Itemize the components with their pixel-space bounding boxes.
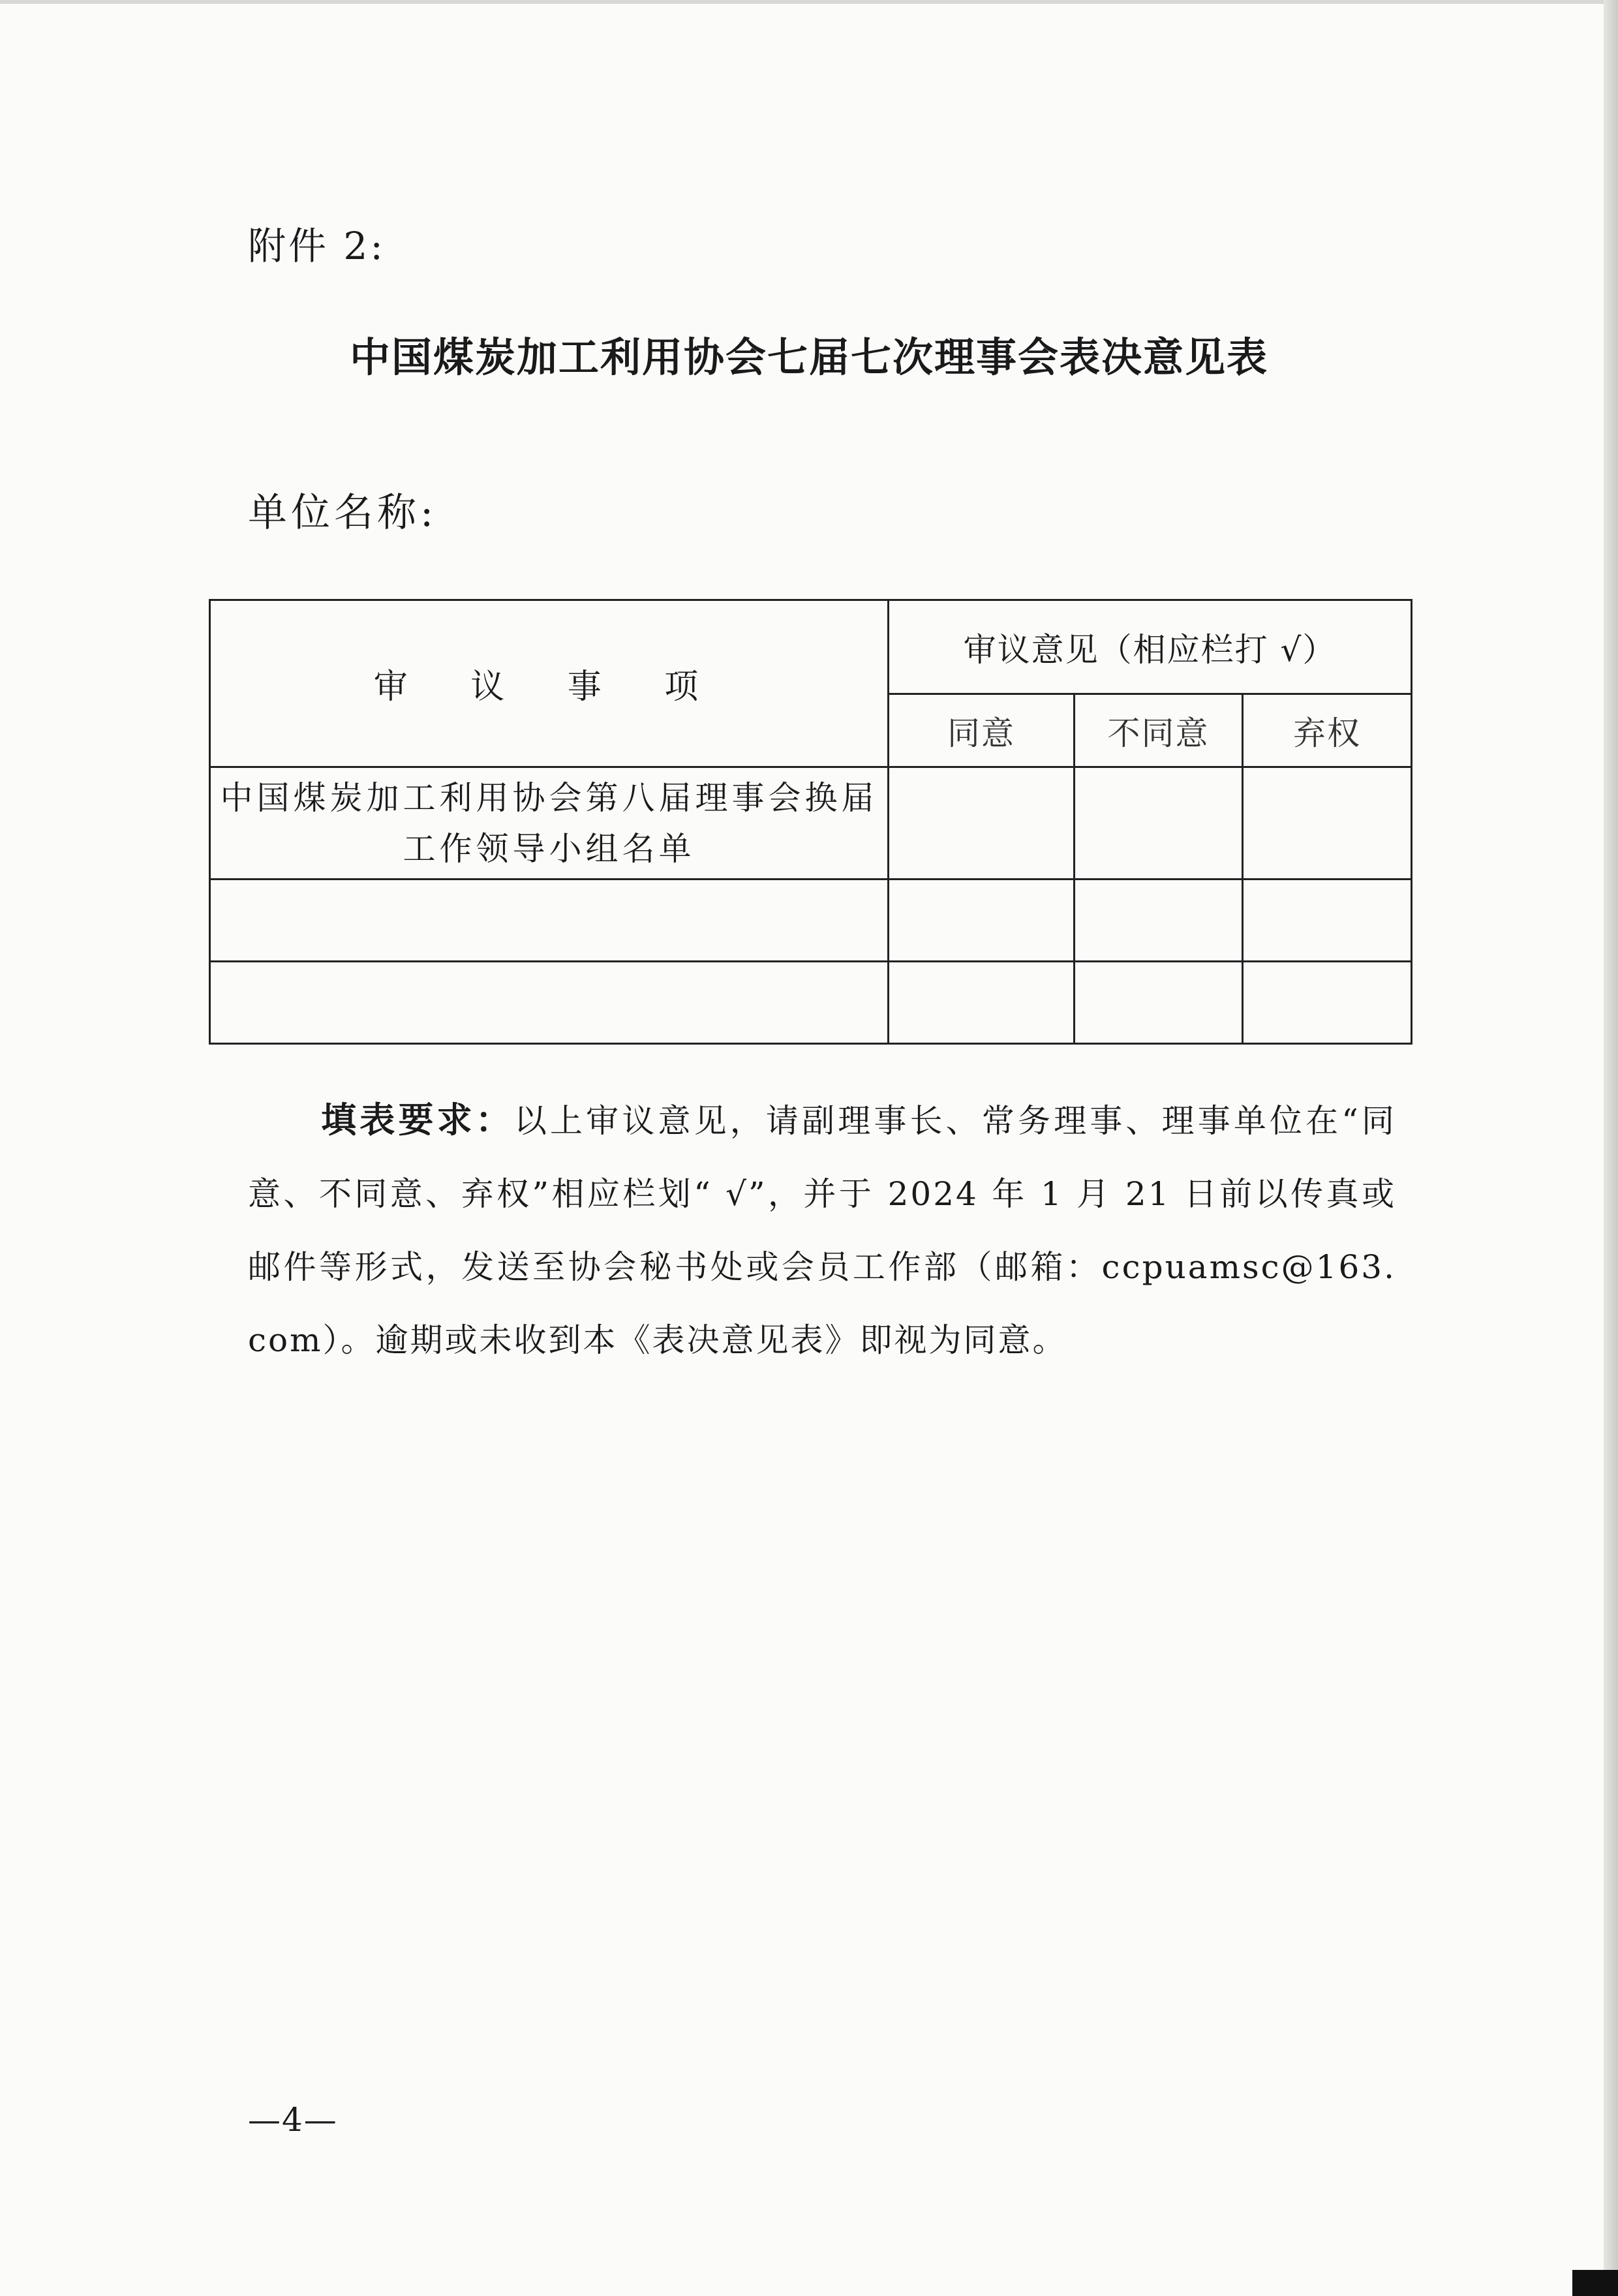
disagree-cell[interactable] bbox=[1075, 962, 1243, 1044]
abstain-cell[interactable] bbox=[1243, 880, 1412, 962]
row-item: 中国煤炭加工利用协会第八届理事会换届工作领导小组名单 bbox=[210, 767, 889, 880]
header-opinion: 审议意见（相应栏打 √） bbox=[889, 600, 1412, 694]
header-agree: 同意 bbox=[889, 694, 1075, 767]
agree-cell[interactable] bbox=[889, 767, 1075, 880]
unit-name-label: 单位名称: bbox=[248, 490, 438, 536]
table-row bbox=[210, 880, 1412, 962]
vote-table bbox=[209, 599, 1412, 1045]
abstain-cell[interactable] bbox=[1243, 962, 1412, 1044]
header-disagree: 不同意 bbox=[1075, 694, 1243, 767]
header-abstain: 弃权 bbox=[1243, 694, 1412, 767]
agree-cell[interactable] bbox=[889, 880, 1075, 962]
page-number: —4— bbox=[248, 2101, 338, 2139]
row-item bbox=[210, 880, 889, 962]
table-row bbox=[210, 962, 1412, 1044]
table-row bbox=[210, 767, 1412, 880]
header-item: 审 议 事 项 bbox=[210, 600, 889, 767]
disagree-cell[interactable] bbox=[1075, 880, 1243, 962]
disagree-cell[interactable] bbox=[1075, 767, 1243, 880]
instructions bbox=[248, 1083, 1396, 1377]
row-item bbox=[210, 962, 889, 1044]
scan-edge-top bbox=[0, 0, 1618, 4]
document-title: 中国煤炭加工利用协会七届七次理事会表决意见表 bbox=[349, 333, 1268, 381]
agree-cell[interactable] bbox=[889, 962, 1075, 1044]
instructions-text: 以上审议意见，请副理事长、常务理事、理事单位在“同意、不同意、弃权”相应栏划“ √”，并于 2024 年 1 月 21 日前以传真或邮件等形式，发送至协会秘书处或会员工作部（邮箱：ccpuamsc@163. com）。逾期或未收到本《表决意见表》即视为同意。 bbox=[248, 1102, 1397, 1359]
scan-corner-mark bbox=[1572, 2270, 1618, 2296]
instructions-label: 填表要求： bbox=[320, 1099, 514, 1140]
abstain-cell[interactable] bbox=[1243, 767, 1412, 880]
attachment-label: 附件 2: bbox=[248, 224, 386, 268]
table-header-row bbox=[210, 600, 1412, 694]
